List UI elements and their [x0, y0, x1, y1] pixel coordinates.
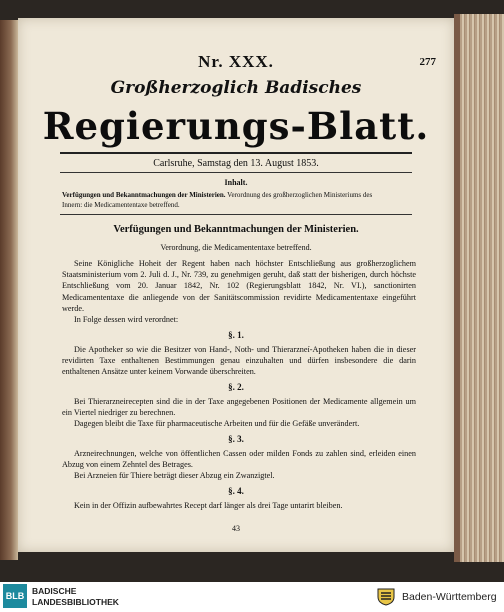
section-1-label: §. 1.: [228, 330, 244, 340]
contents-line2: Innern: die Medicamententaxe betreffend.: [62, 201, 180, 209]
contents-heading: Inhalt.: [224, 178, 248, 187]
contents-line1-rest: Verordnung des großherzoglichen Ministeriums des: [225, 191, 373, 199]
section-4-body: [62, 500, 416, 511]
section-subheading: Verordnung, die Medicamententaxe betreffend.: [160, 243, 312, 252]
baden-wuerttemberg-coat-of-arms-icon: [375, 586, 397, 606]
contents-text: [62, 190, 412, 210]
section-3-text-b: Bei Arzneien für Thiere beträgt dieser Abzug ein Zwanzigtel.: [74, 471, 275, 481]
blb-name-line2: LANDESBIBLIOTHEK: [32, 597, 119, 607]
section-3-label: §. 3.: [228, 434, 244, 444]
section-1-text: Die Apotheker so wie die Besitzer von Hand-, Noth- und Thierarzneí-Apotheken haben die in dieser revidirten Taxe enthaltenen Bestimmungen genau einzuhalten und dürfen insbesondere die darin enthaltenen Ansätze unter keinem Vorwande überschreiten.: [62, 345, 416, 377]
folge-text: In Folge dessen wird verordnet:: [74, 315, 179, 325]
section-2-text-b: Dagegen bleibt die Taxe für pharmaceutische Arbeiten und für die Gefäße unverändert.: [74, 419, 360, 429]
contents-line1-bold: Verfügungen und Bekanntmachungen der Ministerien.: [62, 191, 226, 199]
paragraph-intro: [62, 258, 416, 325]
dateline: Carlsruhe, Samstag den 13. August 1853.: [153, 158, 319, 169]
masthead-rule: [60, 152, 412, 154]
section-2-text-a: Bei Thierarzneirecepten sind die in der Taxe angegebenen Positionen der Medicamente allgemein um ein Viertel niedriger zu berechnen.: [62, 397, 416, 418]
section-4-label: §. 4.: [228, 486, 244, 496]
page-number: 277: [419, 56, 436, 68]
baden-wuerttemberg-label[interactable]: Baden-Württemberg: [402, 591, 497, 603]
section-heading: Verfügungen und Bekanntmachungen der Ministerien.: [113, 224, 359, 235]
book-left-edge: [0, 20, 18, 560]
publisher-line: Großherzoglich Badisches: [110, 78, 362, 98]
masthead-title: Regierungs-Blatt.: [42, 104, 430, 148]
section-2-body: [62, 396, 416, 430]
section-3-text-a: Arzneirechnungen, welche von öffentlichen Cassen oder milden Fonds zu zahlen sind, erleiden einen Abzug von einem Zehntel des Betrages.: [62, 449, 416, 470]
section-2-label: §. 2.: [228, 382, 244, 392]
section-1-body: [62, 344, 416, 378]
contents-rule: [60, 214, 412, 215]
sheet-number: 43: [232, 524, 240, 533]
dateline-rule: [60, 172, 412, 173]
book-page-stack: [460, 14, 504, 562]
blb-name[interactable]: [32, 586, 119, 608]
document-page: [18, 18, 454, 552]
blb-logo[interactable]: BLB: [3, 584, 27, 608]
section-3-body: [62, 448, 416, 482]
issue-number: Nr. XXX.: [198, 52, 274, 71]
intro-text: Seine Königliche Hoheit der Regent haben nach höchster Entschließung aus großherzoglichem Staatsministerium vom 2. Juli d. J., Nr. 739, zu genehmigen geruht, daß statt der bisherigen, durch höchste Entschließung vom 20. Januar 1842, Nr. 102 (Regierungsblatt 1842, Nr. VI.), sanctionirten Medicamententaxe die anliegende von der Sanitätscommission revidirte Medicamententaxe eingeführt werde.: [62, 259, 416, 313]
section-4-text: Kein in der Offizin aufbewahrtes Recept darf länger als drei Tage untarirt bleiben.: [74, 501, 343, 510]
blb-name-line1: BADISCHE: [32, 586, 77, 596]
